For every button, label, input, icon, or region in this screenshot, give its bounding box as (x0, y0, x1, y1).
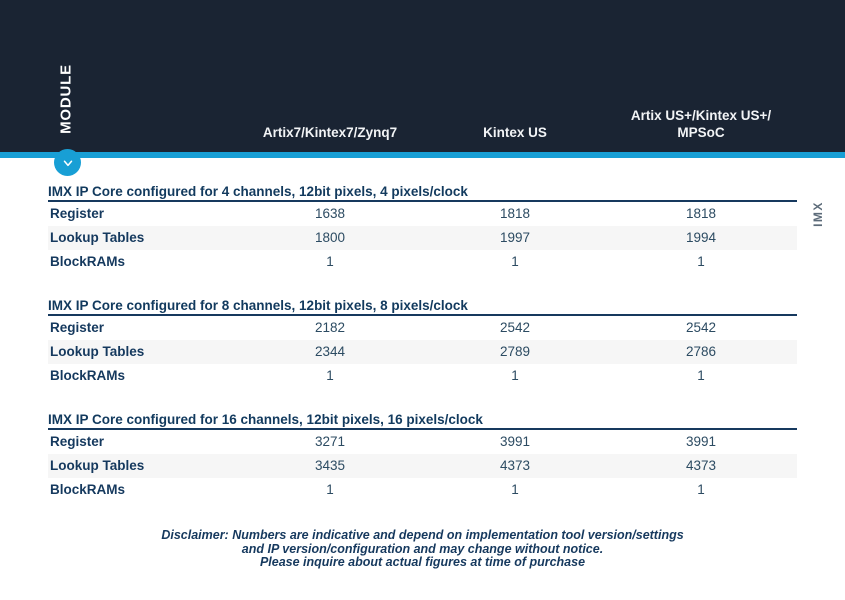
cell-value: 1800 (314, 230, 346, 245)
cell-value: 4373 (499, 458, 531, 473)
cell-value: 1 (697, 368, 705, 383)
column-header-line1: Artix US+/Kintex US+/ (630, 108, 772, 123)
row-label: Lookup Tables (50, 344, 145, 359)
section-title: IMX IP Core configured for 16 channels, 12bit pixels, 16 pixels/clock (48, 411, 797, 430)
cell-value: 1 (511, 368, 519, 383)
cell-value: 2542 (685, 320, 717, 335)
table-row (48, 226, 797, 250)
cell-value: 1 (697, 482, 705, 497)
row-label: Lookup Tables (50, 230, 145, 245)
column-header-artix-us-plus (611, 107, 791, 141)
cell-value: 2344 (314, 344, 346, 359)
row-label: Register (50, 320, 105, 335)
side-label-imx: IMX (811, 201, 825, 227)
cell-value: 3435 (314, 458, 346, 473)
cell-value: 3271 (314, 434, 346, 449)
module-header-band (0, 0, 845, 152)
table-row (48, 250, 797, 274)
disclaimer-line: Disclaimer: Numbers are indicative and depend on implementation tool version/settings (161, 528, 684, 542)
cell-value: 1818 (685, 206, 717, 221)
column-header-line2: MPSoC (677, 125, 725, 140)
resource-table-section-4ch (48, 183, 797, 274)
cell-value: 2542 (499, 320, 531, 335)
cell-value: 1994 (685, 230, 717, 245)
disclaimer-line: and IP version/configuration and may change without notice. (241, 541, 604, 556)
row-label: Register (50, 206, 105, 221)
cell-value: 1 (326, 254, 334, 269)
cell-value: 1 (326, 482, 334, 497)
row-label: BlockRAMs (50, 254, 126, 269)
cell-value: 1638 (314, 206, 346, 221)
cell-value: 2786 (685, 344, 717, 359)
row-label: BlockRAMs (50, 368, 126, 383)
row-label: BlockRAMs (50, 482, 126, 497)
section-title: IMX IP Core configured for 8 channels, 12bit pixels, 8 pixels/clock (48, 297, 797, 316)
cell-value: 2182 (314, 320, 346, 335)
section-title: IMX IP Core configured for 4 channels, 12bit pixels, 4 pixels/clock (48, 183, 797, 202)
resource-table-section-8ch (48, 297, 797, 388)
table-row (48, 430, 797, 454)
table-row (48, 202, 797, 226)
cell-value: 1 (326, 368, 334, 383)
row-label: Lookup Tables (50, 458, 145, 473)
expand-section-button[interactable] (54, 149, 81, 176)
row-label: Register (50, 434, 105, 449)
cell-value: 2789 (499, 344, 531, 359)
table-row (48, 316, 797, 340)
cell-value: 4373 (685, 458, 717, 473)
cell-value: 1997 (499, 230, 531, 245)
disclaimer (0, 529, 845, 570)
column-header-kintex-us: Kintex US (483, 125, 547, 140)
table-row (48, 340, 797, 364)
cell-value: 3991 (499, 434, 531, 449)
table-row (48, 454, 797, 478)
table-row (48, 364, 797, 388)
module-label: MODULE (57, 64, 75, 134)
cell-value: 3991 (685, 434, 717, 449)
table-row (48, 478, 797, 502)
cell-value: 1 (511, 482, 519, 497)
resource-table-section-16ch (48, 411, 797, 502)
accent-divider (0, 152, 845, 158)
disclaimer-line: Please inquire about actual figures at time of purchase (259, 555, 586, 569)
cell-value: 1 (511, 254, 519, 269)
cell-value: 1818 (499, 206, 531, 221)
column-header-artix7-kintex7-zynq7: Artix7/Kintex7/Zynq7 (262, 125, 398, 140)
cell-value: 1 (697, 254, 705, 269)
chevron-down-icon (61, 156, 75, 170)
